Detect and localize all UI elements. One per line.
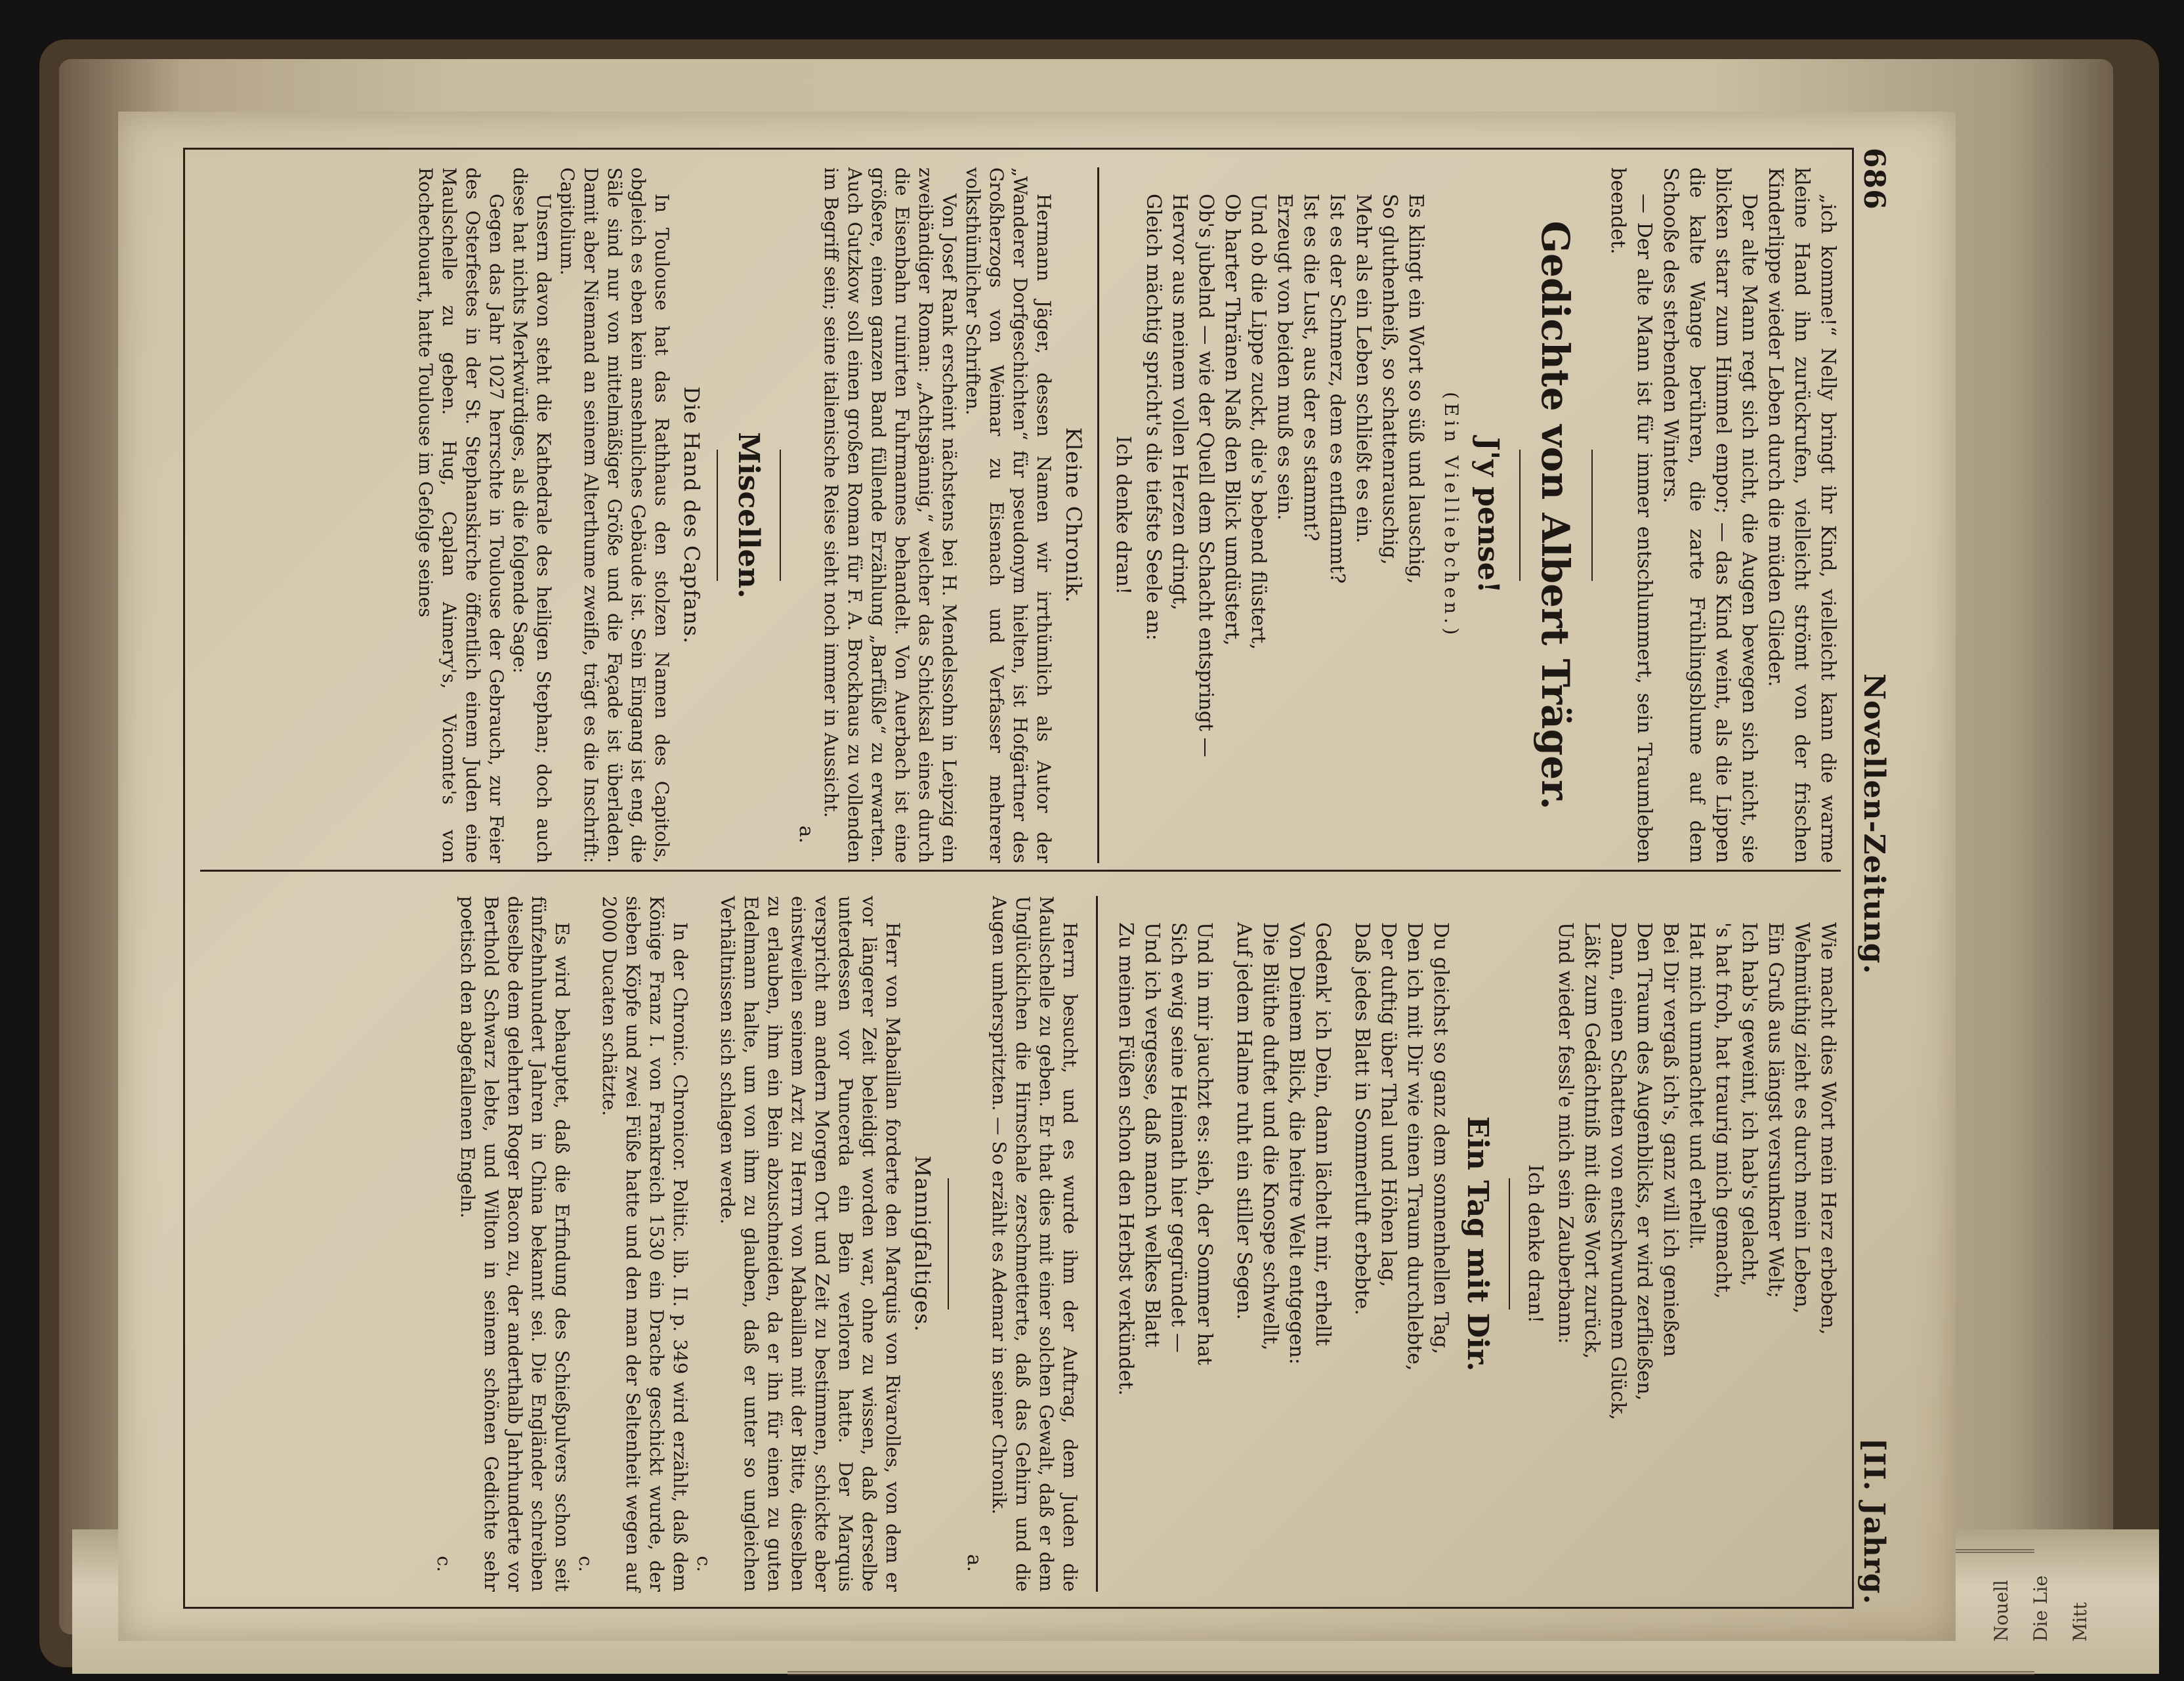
various-paragraph: In der Chronic. Chronicor. Politic. lib. II. p. 349 wird erzählt, daß dem Könige Franz I. von Frankreich 1530 ein Drache geschickt wurde, der sieben Köpfe und zwei Füße hatte und den man der Seltenheit wegen auf 2000 Ducaten schätzte. [598,896,691,1592]
journal-title: Novellen-Zeitung. [1857,673,1891,975]
poem-refrain: Ich denke dran! [1112,435,1135,595]
author-initial: a. [795,825,818,843]
volume-label: [II. Jahrg. [1857,1437,1891,1605]
section-rule [717,450,718,581]
various-paragraph: Es wird behauptet, daß die Erfindung des Schießpulvers schon seit fünfzehnhundert Jahren in China bekannt sei. Die Engländer schreiben dieselbe dem gelehrten Roger Bacon zu, der anderthalb Jahrhunderte vor Berthold Schwarz lebte, und Wilton in seinem schönen Gedichte sehr poetisch den abgefallenen Engeln. [457,896,573,1592]
section-rule [1591,450,1593,581]
page-number: 686 [1857,148,1891,210]
chronicle-paragraph: Von Josef Rank erscheint nächstens bei H. Mendelssohn in Leipzig ein zweibändiger Roman: „Achtspännig,“ welcher das Schicksal eines durch die Eisenbahn ruinirten Fuhrmannes behandelt. Von Auerbach ist eine größere, einen ganzen Band füllende Erzählung „Barfüßle“ zu erwarten. Auch Gutzkow soll einen großen Roman für F. A. Brockhaus zu vollenden im Begriff sein; seine italienische Reise sieht noch immer in Aussicht. [820,167,960,863]
section-rule [1096,896,1098,1592]
verse-line: Von Deinem Blick, die heitre Welt entgegen: [1285,922,1308,1365]
next-page-line: Mitt [2069,1602,2091,1642]
verse-line: Läßt zum Gedächtniß mit dies Wort zurück, [1580,922,1603,1359]
chronicle-paragraph: Hermann Jäger, dessen Namen wir irrthümlich als Autor der „Wanderer Dorfgeschichten“ für pseudonym hielten, ist Hofgärtner des Großherzogs von Weimar zu Eisenach und Verfasser mehrerer volksthümlicher Schriften. [962,167,1055,863]
author-initial: c. [433,1556,455,1572]
misc-title: Miscellen. [732,432,765,599]
verse-line: Du gleichst so ganz dem sonnenhellen Tag, [1429,922,1452,1355]
author-initial: a. [963,1554,986,1572]
verse-line: Mehr als ein Leben schließt es ein. [1352,194,1375,543]
verse-line: Der duftig über Thal und Höhen lag, [1377,922,1400,1287]
verse-line: Gleich mächtig spricht's die tiefste Seele an: [1142,194,1165,641]
misc-body [413,167,673,863]
verse-line: Die Blüthe duftet und die Knospe schwellt, [1259,922,1282,1351]
verse-line: Daß jedes Blatt in Sommerluft erbebte. [1351,922,1374,1315]
next-page-line: Die Lie [2030,1575,2051,1642]
chronicle-body [819,167,1055,863]
section-rule [1519,450,1521,581]
verse-line: Dann, einen Schatten von entschwundnem Glück, [1606,922,1629,1420]
section-rule [780,450,781,581]
misc-paragraph: In Toulouse hat das Rathhaus den stolzen Namen des Capitols, obgleich es eben kein ansehnliches Gebäude ist. Sein Eingang ist eng, die Säle sind nur von mittelmäßiger Größe und die Façade ist überladen. Damit aber Niemand an seinem Alterthume zweifle, trägt es die Inschrift: Capitolium. [556,167,673,863]
verse-line: Auf jedem Halme ruht ein stiller Segen. [1232,922,1255,1320]
author-initial: c. [693,1556,715,1572]
verse-line: Wehmüthig zieht es durch mein Leben, [1790,922,1813,1314]
chronicle-title: Kleine Chronik. [1061,427,1086,604]
misc-paragraph: Herrn besucht, und es wurde ihm der Auftrag, dem Juden die Maulschelle zu geben. Er that dies mit einer solchen Gewalt, daß er dem Unglücklichen die Hirnschale zerschmetterte, daß das Gehirn und die Augen umherspritzten. — So erzählt es Ademar in seiner Chronik. [988,896,1081,1592]
poem-verse-continued [1552,922,1841,1592]
verse-line: Ob harter Thränen Naß den Blick umdüstert, [1221,194,1244,646]
verse-line: So gluthenheiß, so schattenrauschig, [1378,194,1401,565]
section-rule [948,1178,949,1309]
misc-paragraph: Unsern davon steht die Kathedrale des heiligen Stephan; doch auch diese hat nichts Merkwürdiges, als die folgende Sage: [509,167,555,863]
poem-verse [1112,922,1454,1592]
section-rule [1097,167,1099,863]
stanza-gap [1335,922,1349,1592]
misc-continued-body [987,896,1082,1592]
next-page-line: Nouell [1990,1580,2012,1642]
verse-line: Ich hab's geweint, ich hab's gelacht, [1738,922,1761,1287]
verse-line: Sich ewig seine Heimath hier gegründet — [1167,922,1190,1353]
left-column [413,167,1841,863]
various-title: Mannigfaltiges. [910,1155,935,1332]
verse-line: Und in mir jauchzt es: sieh, der Sommer hat [1193,922,1216,1365]
verse-line: Bei Dir vergaß ich's, ganz will ich genießen [1659,922,1682,1357]
verse-line: Ob's jubelnd — wie der Quell dem Schacht entspringt — [1194,194,1217,757]
verse-line: Wie macht dies Wort mein Herz erbeben, [1816,922,1839,1335]
right-column [432,896,1841,1592]
next-page-text [1982,1575,2100,1642]
verse-line: Ist es der Schmerz, dem es entflammt? [1326,194,1349,584]
poem-subtitle: (Ein Vielliebchen.) [1440,391,1462,639]
misc-subtitle: Die Hand des Capfans. [679,386,704,645]
verse-line: Und ich vergesse, daß manch welkes Blatt [1141,922,1164,1348]
misc-paragraph: Gegen das Jahr 1027 herrschte in Toulouse der Gebrauch, zur Feier des Osterfestes in der St. Stephanskirche öffentlich einem Juden eine Maulschelle zu geben. Hug, Caplan Aimery's, Vicomte's von Rochechouart, hatte Toulouse im Gefolge seines [415,167,507,863]
poems-title: Gedichte von Albert Träger. [1533,221,1578,810]
verse-line: Gedenk' ich Dein, dann lächelt mir, erhellt [1311,922,1334,1346]
story-paragraph: — Der alte Mann ist für immer entschlummert, sein Traumleben beendet. [1606,167,1656,863]
poem-title: Ein Tag mit Dir. [1461,1116,1494,1372]
verse-line: Ein Gruß aus längst versunkner Welt; [1764,922,1787,1298]
verse-line: Und ob die Lippe zuckt, die's bebend flüstert, [1247,194,1270,650]
verse-line: Und wieder fessl'e mich sein Zauberbann: [1554,922,1577,1344]
poem-verse [1140,194,1429,863]
column-divider [200,870,1841,872]
story-paragraph: Der alte Mann regt sich nicht, die Augen bewegen sich nicht, sie blicken starr zum Himmel empor; — das Kind weint, als die Lippen die kalte Wange berühren, die zarte Frühlingsblume auf dem Schooße des sterbenden Winters. [1659,167,1761,863]
poem-refrain: Ich denke dran! [1524,1164,1547,1324]
various-paragraph: Herr von Mabaillan forderte den Marquis von Rivarolles, von dem er vor längerer Zeit beleidigt worden war, ohne zu wissen, daß derselbe unterdessen vor Puncerda ein Bein verloren hatte. Der Marquis verspricht am andern Morgen Ort und Zeit zu bestimmen, schickte aber einstweilen seinem Arzt zu Herrn von Mabaillan mit der Bitte, dieselben zu erlauben, ihm ein Bein abzuschneiden, da er ihn für einen zu guten Edelmann halte, um von ihm zu glauben, daß er unter so ungleichen Verhältnissen sich schlagen werde. [717,896,904,1592]
various-body [432,896,904,1592]
story-paragraph: „ich komme!“ Nelly bringt ihr Kind, vielleicht kann die warme kleine Hand ihn zurückrufen, vielleicht strömt von der frischen Kinderlippe wieder Leben durch die müden Glieder. [1764,167,1839,863]
verse-line: Es klingt ein Wort so süß und lauschig, [1404,194,1427,584]
author-initial: c. [575,1556,597,1572]
newspaper-page [118,112,1956,1641]
section-rule [1509,1178,1510,1309]
verse-line: Hervor aus meinem vollen Herzen dringt, [1168,194,1191,610]
poem-title: J'y pense! [1471,436,1505,593]
verse-line: Ist es die Lust, aus der es stammt? [1299,194,1322,542]
verse-line: 's hat froh, hat traurig mich gemacht, [1712,922,1734,1299]
verse-line: Erzeugt von beiden muß es sein. [1273,194,1296,521]
rotated-page-content [135,128,1939,1625]
verse-line: Den ich mit Dir wie einen Traum durchlebte, [1403,922,1426,1371]
page-header [1857,148,1913,1605]
stanza-gap [1217,922,1230,1592]
verse-line: Zu meinen Füßen schon den Herbst verkündet. [1114,922,1137,1396]
verse-line: Hat mich umnachtet und erhellt. [1685,922,1708,1250]
verse-line: Den Traum des Augenblicks, er wird zerfließen, [1633,922,1656,1401]
